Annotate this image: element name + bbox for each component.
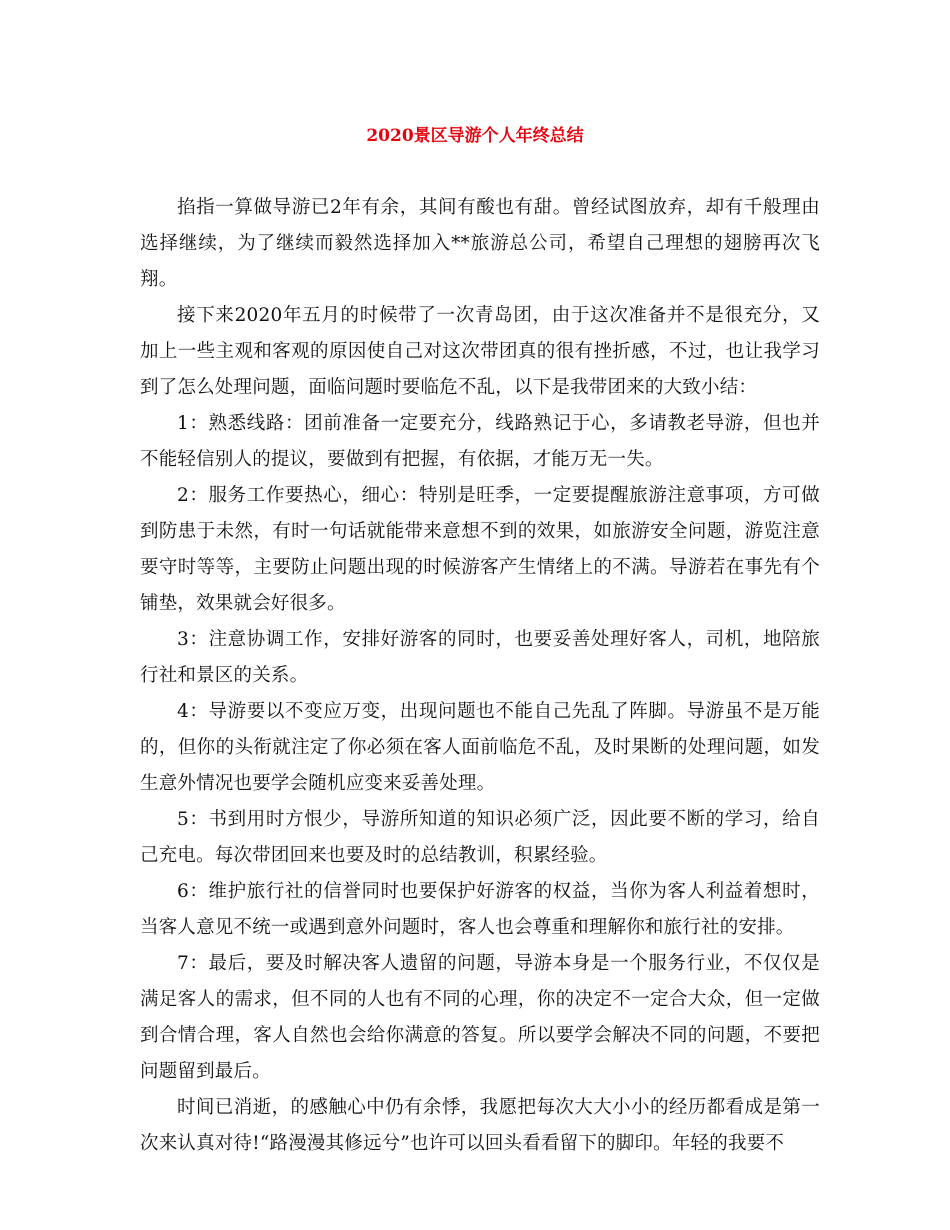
paragraph: 5：书到用时方恨少，导游所知道的知识必须广泛，因此要不断的学习，给自己充电。每次带团回来也要及时的总结教训，积累经验。 [140,809,820,866]
document-body [140,190,820,1162]
document-title: 2020景区导游个人年终总结 [366,126,584,146]
paragraph: 6：维护旅行社的信誉同时也要保护好游客的权益，当你为客人利益着想时，当客人意见不统一或遇到意外问题时，客人也会尊重和理解你和旅行社的安排。 [140,881,820,938]
paragraph: 时间已消逝，的感触心中仍有余悸，我愿把每次大大小小的经历都看成是第一次来认真对待!“路漫漫其修远兮”也许可以回头看看留下的脚印。年轻的我要不 [140,1097,820,1154]
paragraph: 掐指一算做导游已2年有余，其间有酸也有甜。曾经试图放弃，却有千般理由选择继续，为了继续而毅然选择加入**旅游总公司，希望自己理想的翅膀再次飞翔。 [140,197,820,290]
paragraph: 2：服务工作要热心，细心：特别是旺季，一定要提醒旅游注意事项，方可做到防患于未然，有时一句话就能带来意想不到的效果，如旅游安全问题，游览注意要守时等等，主要防止问题出现的时候游客产生情绪上的不满。导游若在事先有个铺垫，效果就会好很多。 [140,485,820,614]
paragraph: 1：熟悉线路：团前准备一定要充分，线路熟记于心，多请教老导游，但也并不能轻信别人的提议，要做到有把握，有依据，才能万无一失。 [140,413,820,470]
paragraph: 接下来2020年五月的时候带了一次青岛团，由于这次准备并不是很充分，又加上一些主观和客观的原因使自己对这次带团真的很有挫折感，不过，也让我学习到了怎么处理问题，面临问题时要临危不乱，以下是我带团来的大致小结： [140,305,820,398]
paragraph: 7：最后，要及时解决客人遗留的问题，导游本身是一个服务行业，不仅仅是满足客人的需求，但不同的人也有不同的心理，你的决定不一定合大众，但一定做到合情合理，客人自然也会给你满意的答复。所以要学会解决不同的问题，不要把问题留到最后。 [140,953,820,1082]
paragraph: 4：导游要以不变应万变，出现问题也不能自己先乱了阵脚。导游虽不是万能的，但你的头衔就注定了你必须在客人面前临危不乱，及时果断的处理问题，如发生意外情况也要学会随机应变来妥善处理。 [140,701,820,794]
paragraph: 3：注意协调工作，安排好游客的同时，也要妥善处理好客人，司机，地陪旅行社和景区的关系。 [140,629,820,686]
